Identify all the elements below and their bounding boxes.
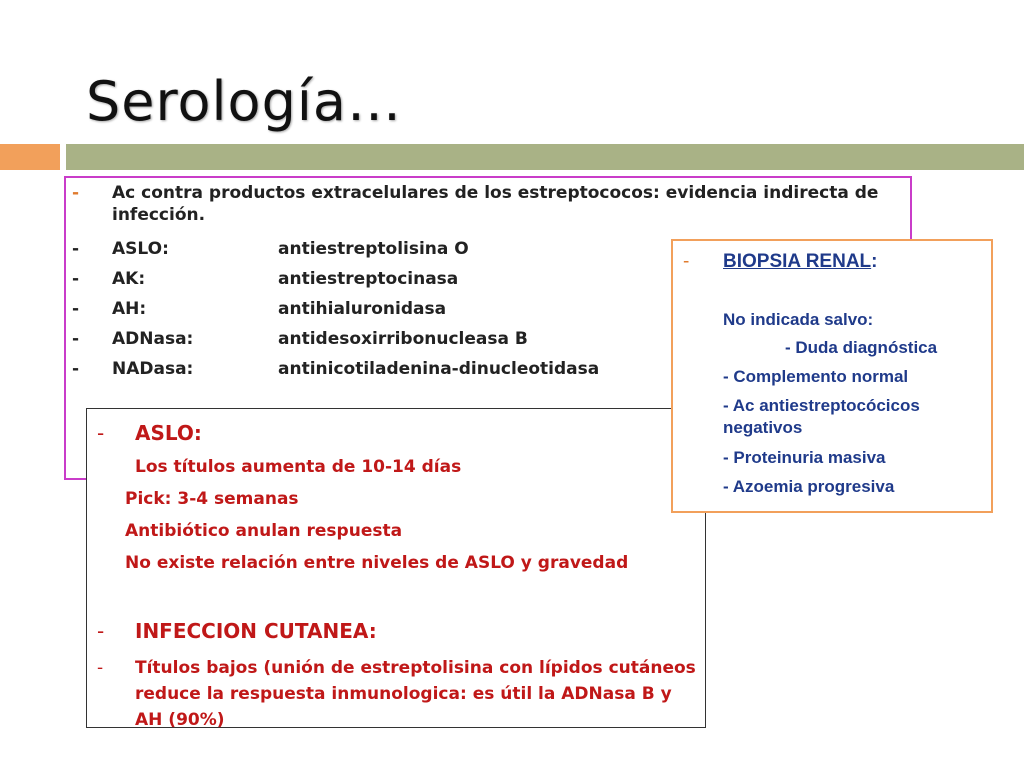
bullet-dash: - <box>72 239 80 259</box>
bullet-dash: - <box>72 299 80 319</box>
definition: antiestreptolisina O <box>278 239 469 259</box>
aslo-box <box>86 408 706 728</box>
term: ADNasa: <box>112 329 194 349</box>
infeccion-heading-row <box>97 619 377 643</box>
main-list-intro <box>72 182 892 226</box>
biopsia-item: - Complemento normal <box>723 367 909 386</box>
biopsia-heading-row <box>683 251 877 273</box>
bullet-dash: - <box>97 421 105 445</box>
term: ASLO: <box>112 239 169 259</box>
infeccion-heading: INFECCION CUTANEA: <box>135 619 377 643</box>
aslo-line: No existe relación entre niveles de ASLO y gravedad <box>125 553 629 573</box>
definition: antiestreptocinasa <box>278 269 459 289</box>
infeccion-body: Títulos bajos (unión de estreptolisina con lípidos cutáneos reduce la respuesta inmunologica: es útil la ADNasa B y AH (90%) <box>135 658 696 730</box>
bullet-dash: - <box>683 251 690 272</box>
biopsia-item: - Duda diagnóstica <box>785 338 938 357</box>
aslo-heading: ASLO: <box>135 421 202 445</box>
aslo-line: Antibiótico anulan respuesta <box>125 521 403 541</box>
intro-text: Ac contra productos extracelulares de los estreptococos: evidencia indirecta de infección. <box>112 183 879 225</box>
title-accent-bar-green <box>66 144 1024 170</box>
biopsia-item: - Proteinuria masiva <box>723 448 886 467</box>
bullet-dash: - <box>72 183 80 203</box>
biopsia-heading: BIOPSIA RENAL <box>723 251 872 272</box>
aslo-heading-row <box>97 421 202 445</box>
biopsia-subheading: No indicada salvo: <box>723 310 874 329</box>
slide-title: Serología… <box>86 70 402 133</box>
infeccion-body-row <box>97 655 697 733</box>
bullet-dash: - <box>72 359 80 379</box>
bullet-dash: - <box>97 619 105 643</box>
definition: antihialuronidasa <box>278 299 447 319</box>
biopsia-heading-colon: : <box>871 251 878 272</box>
aslo-line: Los títulos aumenta de 10-14 días <box>135 457 462 477</box>
term: AH: <box>112 299 147 319</box>
title-accent-bar-orange <box>0 144 60 170</box>
biopsia-box <box>671 239 993 513</box>
bullet-dash: - <box>72 269 80 289</box>
definition: antinicotiladenina-dinucleotidasa <box>278 359 600 379</box>
term: AK: <box>112 269 146 289</box>
biopsia-item: - Ac antiestreptocócicos negativos <box>723 396 920 437</box>
term: NADasa: <box>112 359 194 379</box>
bullet-dash: - <box>97 658 104 678</box>
definition: antidesoxirribonucleasa B <box>278 329 528 349</box>
bullet-dash: - <box>72 329 80 349</box>
aslo-line: Pick: 3-4 semanas <box>125 489 299 509</box>
biopsia-item: - Azoemia progresiva <box>723 477 895 496</box>
